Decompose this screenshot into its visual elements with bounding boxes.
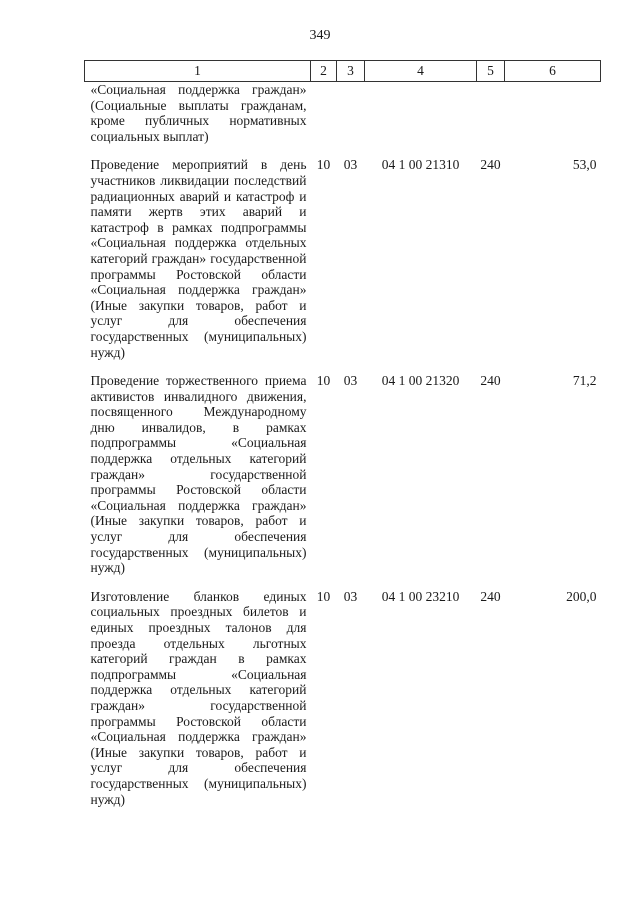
row-amount: 200,0	[566, 588, 597, 604]
table-row	[85, 360, 601, 576]
row-expense-type: 240	[480, 157, 501, 173]
row-section: 10	[316, 373, 331, 389]
row-expense-type: 240	[480, 373, 501, 389]
row-target-code: 04 1 00 23210	[381, 588, 460, 604]
header-col-5: 5	[477, 61, 505, 82]
row-section	[311, 82, 337, 145]
row-section: 10	[316, 157, 331, 173]
row-amount	[505, 82, 601, 145]
row-amount: 71,2	[572, 373, 597, 389]
header-col-2: 2	[311, 61, 337, 82]
row-subsection	[337, 82, 365, 145]
table-row	[85, 144, 601, 360]
row-subsection: 03	[343, 157, 358, 173]
row-subsection: 03	[343, 373, 358, 389]
row-section: 10	[316, 588, 331, 604]
row-amount: 53,0	[572, 157, 597, 173]
header-col-1: 1	[85, 61, 311, 82]
table-row	[85, 576, 601, 807]
row-description: «Социальная поддержка граждан» (Социальные выплаты гражданам, кроме публичных нормативных социальных выплат)	[90, 82, 307, 144]
row-description: Изготовление бланков единых социальных проездных билетов и единых проездных талонов для проезда отдельных льготных категорий граждан в рамках подпрограммы «Социальная поддержка отдельных категорий граждан» государственной программы Ростовской области «Социальная поддержка граждан» (Иные закупки товаров, работ и услуг для обеспечения государственных (муниципальных) нужд)	[90, 588, 307, 807]
header-col-4: 4	[365, 61, 477, 82]
row-target-code: 04 1 00 21310	[381, 157, 460, 173]
page-number: 349	[309, 28, 331, 43]
row-target-code	[365, 82, 477, 145]
row-description: Проведение торжественного приема активистов инвалидного движения, посвященного Международному дню инвалидов, в рамках подпрограммы «Социальная поддержка отдельных категорий граждан» государственной программы Ростовской области «Социальная поддержка граждан» (Иные закупки товаров, работ и услуг для обеспечения государственных (муниципальных) нужд)	[90, 373, 307, 576]
budget-table	[84, 60, 601, 807]
row-expense-type: 240	[480, 588, 501, 604]
table-row	[85, 82, 601, 145]
row-expense-type	[477, 82, 505, 145]
row-subsection: 03	[343, 588, 358, 604]
header-col-3: 3	[337, 61, 365, 82]
header-row	[85, 61, 601, 82]
row-description: Проведение мероприятий в день участников ликвидации последствий радиационных аварий и катастроф и памяти жертв этих аварий и катастроф в рамках подпрограммы «Социальная поддержка отдельных категорий граждан» государственной программы Ростовской области «Социальная поддержка граждан» (Иные закупки товаров, работ и услуг для обеспечения государственных (муниципальных) нужд)	[90, 157, 307, 360]
row-target-code: 04 1 00 21320	[381, 373, 460, 389]
header-col-6: 6	[505, 61, 601, 82]
